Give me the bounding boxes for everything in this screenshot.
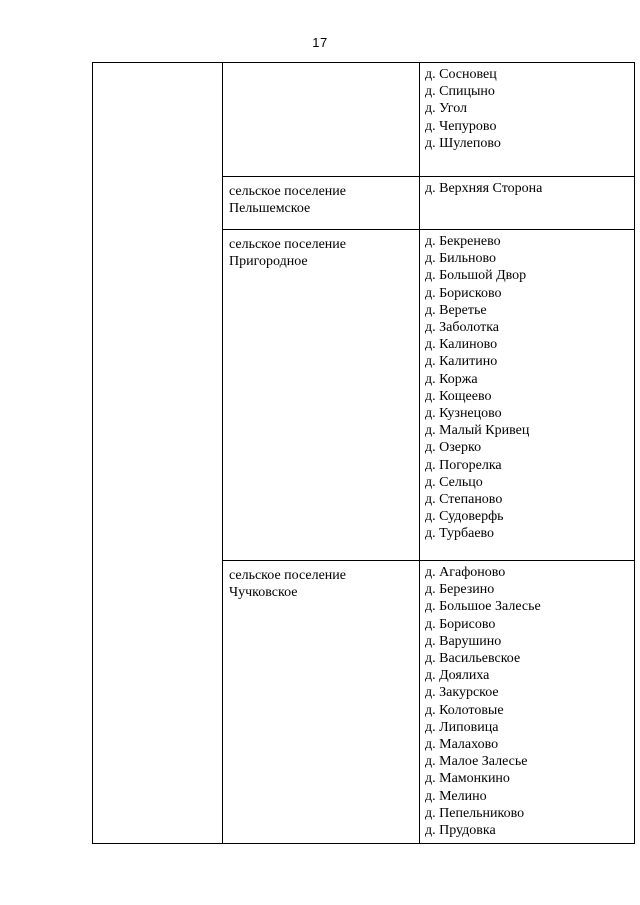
village-name: д. Малый Кривец [425, 423, 530, 439]
page-number: 17 [312, 35, 328, 50]
village-name: д. Липовица [425, 719, 499, 735]
district-cell [93, 561, 223, 844]
village-name: д. Чепурово [425, 118, 497, 134]
settlement-cell [223, 177, 420, 230]
table-row [93, 561, 635, 844]
village-name: д. Веретье [425, 302, 487, 318]
settlement-type: сельское поселение [229, 184, 346, 199]
village-name: д. Кощеево [425, 388, 492, 404]
village-name: д. Кузнецово [425, 406, 502, 422]
village-name: д. Прудовка [425, 823, 496, 839]
district-cell [93, 63, 223, 177]
village-name: д. Погорелка [425, 457, 502, 473]
village-name: д. Бильново [425, 251, 497, 267]
table-row [93, 230, 635, 561]
village-name: д. Калитино [425, 354, 498, 370]
village-name: д. Угол [425, 101, 467, 117]
village-name: д. Борисково [425, 285, 502, 301]
table-row [93, 63, 635, 177]
villages-cell [420, 561, 635, 844]
table-row [93, 177, 635, 230]
village-name: д. Шулепово [425, 135, 501, 151]
village-name: д. Васильевское [425, 651, 521, 667]
village-name: д. Калиново [425, 337, 498, 353]
village-name: д. Турбаево [425, 526, 495, 542]
village-name: д. Малахово [425, 737, 499, 753]
village-name: д. Мамонкино [425, 771, 510, 787]
villages-cell [420, 230, 635, 561]
village-name: д. Заболотка [425, 320, 500, 336]
village-name: д. Судоверфь [425, 509, 504, 525]
villages-cell [420, 177, 635, 230]
settlement-cell [223, 63, 420, 177]
district-cell [93, 177, 223, 230]
village-name: д. Озерко [425, 440, 482, 456]
village-name: д. Коржа [425, 371, 478, 387]
village-name: д. Доялиха [425, 668, 490, 684]
village-name: д. Колотовые [425, 702, 504, 718]
village-name: д. Сосновец [425, 67, 497, 82]
village-name: д. Варушино [425, 633, 502, 649]
village-name: д. Агафоново [425, 565, 506, 580]
village-name: д. Березино [425, 582, 495, 598]
village-name: д. Большой Двор [425, 268, 527, 284]
settlement-cell [223, 561, 420, 844]
village-name: д. Спицыно [425, 84, 495, 100]
village-name: д. Пепельниково [425, 805, 525, 821]
district-cell [93, 230, 223, 561]
village-name: д. Сельцо [425, 474, 483, 490]
villages-cell [420, 63, 635, 177]
village-name: д. Верхняя Сторона [425, 181, 543, 196]
settlement-type: сельское поселение [229, 568, 346, 583]
settlement-name: Пригородное [229, 254, 308, 270]
village-name: д. Большое Залесье [425, 599, 541, 615]
village-name: д. Закурское [425, 685, 499, 701]
settlement-type: сельское поселение [229, 237, 346, 252]
settlements-table [92, 62, 635, 844]
village-name: д. Степаново [425, 492, 503, 508]
settlement-cell [223, 230, 420, 561]
village-name: д. Мелино [425, 788, 487, 804]
village-name: д. Борисово [425, 616, 496, 632]
village-name: д. Бекренево [425, 234, 501, 249]
settlement-name: Чучковское [229, 585, 298, 601]
village-name: д. Малое Залесье [425, 754, 528, 770]
settlement-name: Пельшемское [229, 201, 311, 217]
